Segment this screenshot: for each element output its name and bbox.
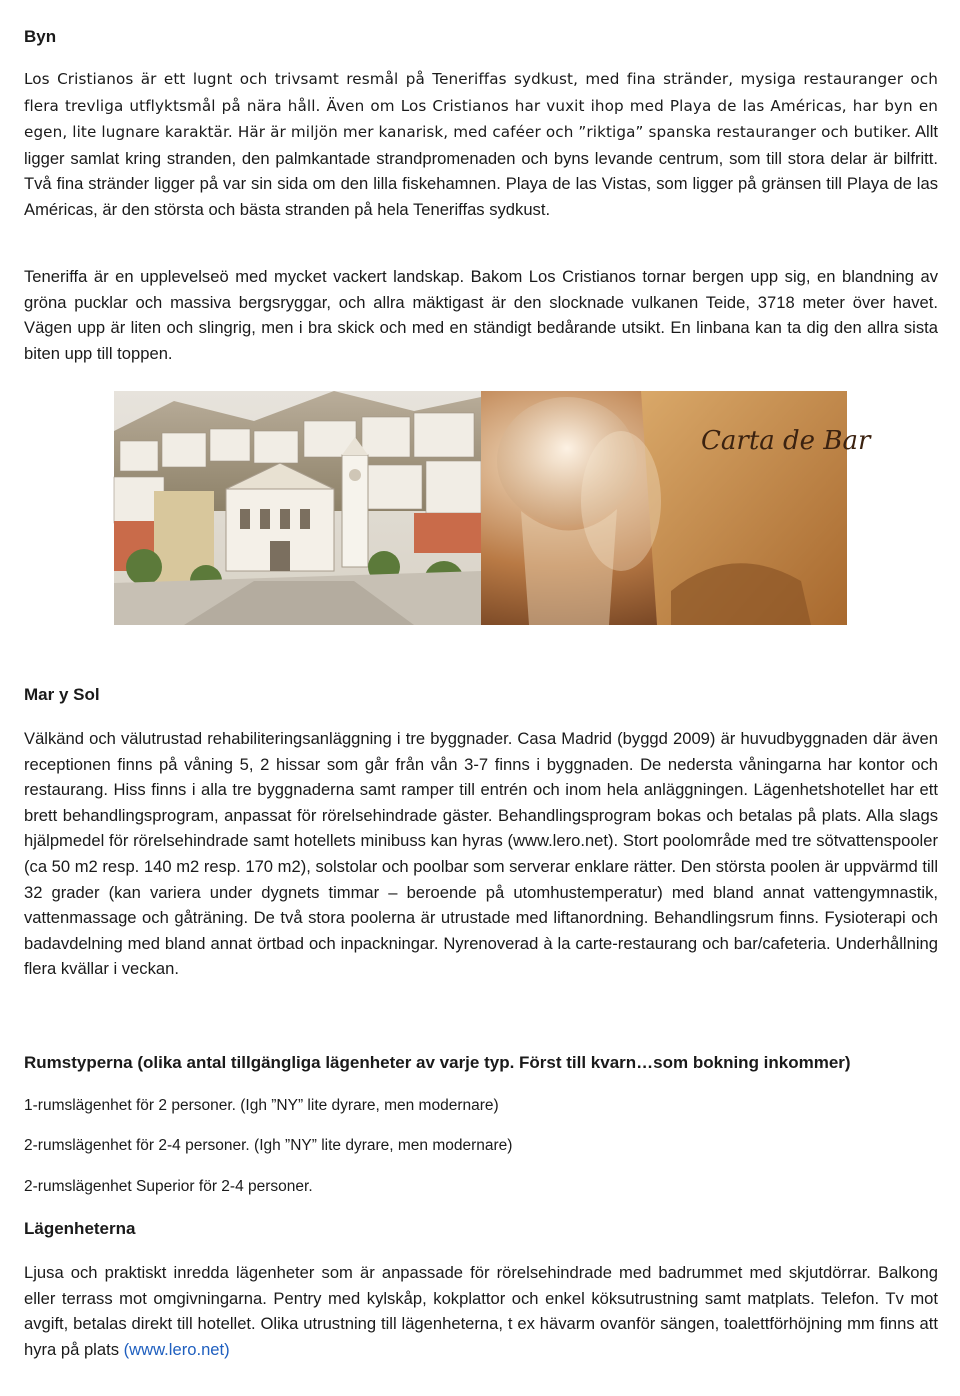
paragraph-byn-intro-part-a: Los Cristianos är ett lugnt och trivsamt resmål på Teneriffas sydkust, med fina stränder, mysiga restauranger och flera trevliga utflyktsmål på nära håll. Även om Los Cristianos har vuxit ihop med Playa de las Américas, har byn en egen, lite lugnare karaktär. Här är miljön mer kanarisk, med caféer och ”riktiga” spanska restauranger och butiker. [24,70,938,142]
heading-byn: Byn [24,27,57,46]
paragraph-byn-intro-part-b: Allt ligger samlat kring stranden, den palmkantade strandpromenaden och byns levande centrum, som till stora delar är bilfritt. Två fina stränder ligger på var sin sida om den lilla fiskehamnen. Playa de las Vistas, som ligger på gränsen till Playa de las Américas, är den största och bästa stranden på hela Teneriffas sydkust. [24,122,938,219]
carta-de-bar-sign-text: Carta de Bar [701,426,871,456]
paragraph-byn-intro [24,66,938,223]
heading-mar-y-sol: Mar y Sol [24,685,100,704]
paragraph-lagenheterna-text: Ljusa och praktiskt inredda lägenheter som är anpassade för rörelsehindrade med badrummet med skjutdörrar. Balkong eller terrass mot omgivningarna. Pentry med kylskåp, kokplattor och enkel köksutrustning samt matplats. Telefon. Tv mot avgift, betalas direkt till hotellet. Olika utrustning till lägenheterna, t ex hävarm ovanför sängen, toalettförhöjning mm finns att hyra på plats [24,1263,938,1359]
room-type-item: 2-rumslägenhet Superior för 2-4 personer. [24,1178,313,1195]
paragraph-lagenheterna [24,1260,938,1362]
heading-rumstyperna: Rumstyperna (olika antal tillgängliga lägenheter av varje typ. Först till kvarn…som bokning inkommer) [24,1053,851,1072]
heading-lagenheterna: Lägenheterna [24,1219,136,1238]
paragraph-teneriffa-landscape: Teneriffa är en upplevelseö med mycket vackert landskap. Bakom Los Cristianos tornar bergen upp sig, en blandning av gröna pucklar och massiva bergsryggar, och allra mäktigast är den slocknade vulkanen Teide, 3718 meter över havet. Vägen upp är liten och slingrig, men i bra skick och med en ständigt bedårande utsikt. En linbana kan ta dig den allra sista biten upp till toppen. [24,267,938,363]
los-cristianos-town-photo [114,391,481,625]
lero-link[interactable]: (www.lero.net) [123,1339,230,1359]
room-type-item: 2-rumslägenhet för 2-4 personer. (Igh ”NY” lite dyrare, men modernare) [24,1137,513,1154]
paragraph-mar-y-sol: Välkänd och välutrustad rehabiliteringsanläggning i tre byggnader. Casa Madrid (byggd 2009) är huvudbyggnaden där även receptionen finns på våning 5, 2 hissar som går från vån 3-7 finns i byggnaden. De nedersta våningarna har kontor och restaurang. Hiss finns i alla tre byggnaderna samt ramper till entrén och inom hela anläggningen. Lägenhetshotellet har ett brett behandlingsprogram, anpassat för rörelsehindrade gäster. Behandlingsprogram bokas och betalas på plats. Alla slags hjälpmedel för rörelsehindrade samt hotellets minibuss kan hyras (www.lero.net). Stort poolområde med tre sötvattenspooler (ca 50 m2 resp. 140 m2 resp. 170 m2), solstolar och poolbar som serverar enklare rätter. Den största poolen är uppvärmd till 32 grader (kan variera under dygnets timmar – beroende på utomhustemperatur) med bland annat vattengymnastik, vattenmassage och gåträning. De två stora poolerna är utrustade med liftanordning. Behandlingsrum finns. Fysioterapi och badavdelning med bland annat örtbad och inpackningar. Nyrenoverad à la carte-restaurang och bar/cafeteria. Underhållning flera kvällar i veckan. [24,729,939,979]
photo-row [114,391,871,625]
room-type-item: 1-rumslägenhet för 2 personer. (Igh ”NY” lite dyrare, men modernare) [24,1097,499,1114]
carta-de-bar-photo [481,391,871,625]
